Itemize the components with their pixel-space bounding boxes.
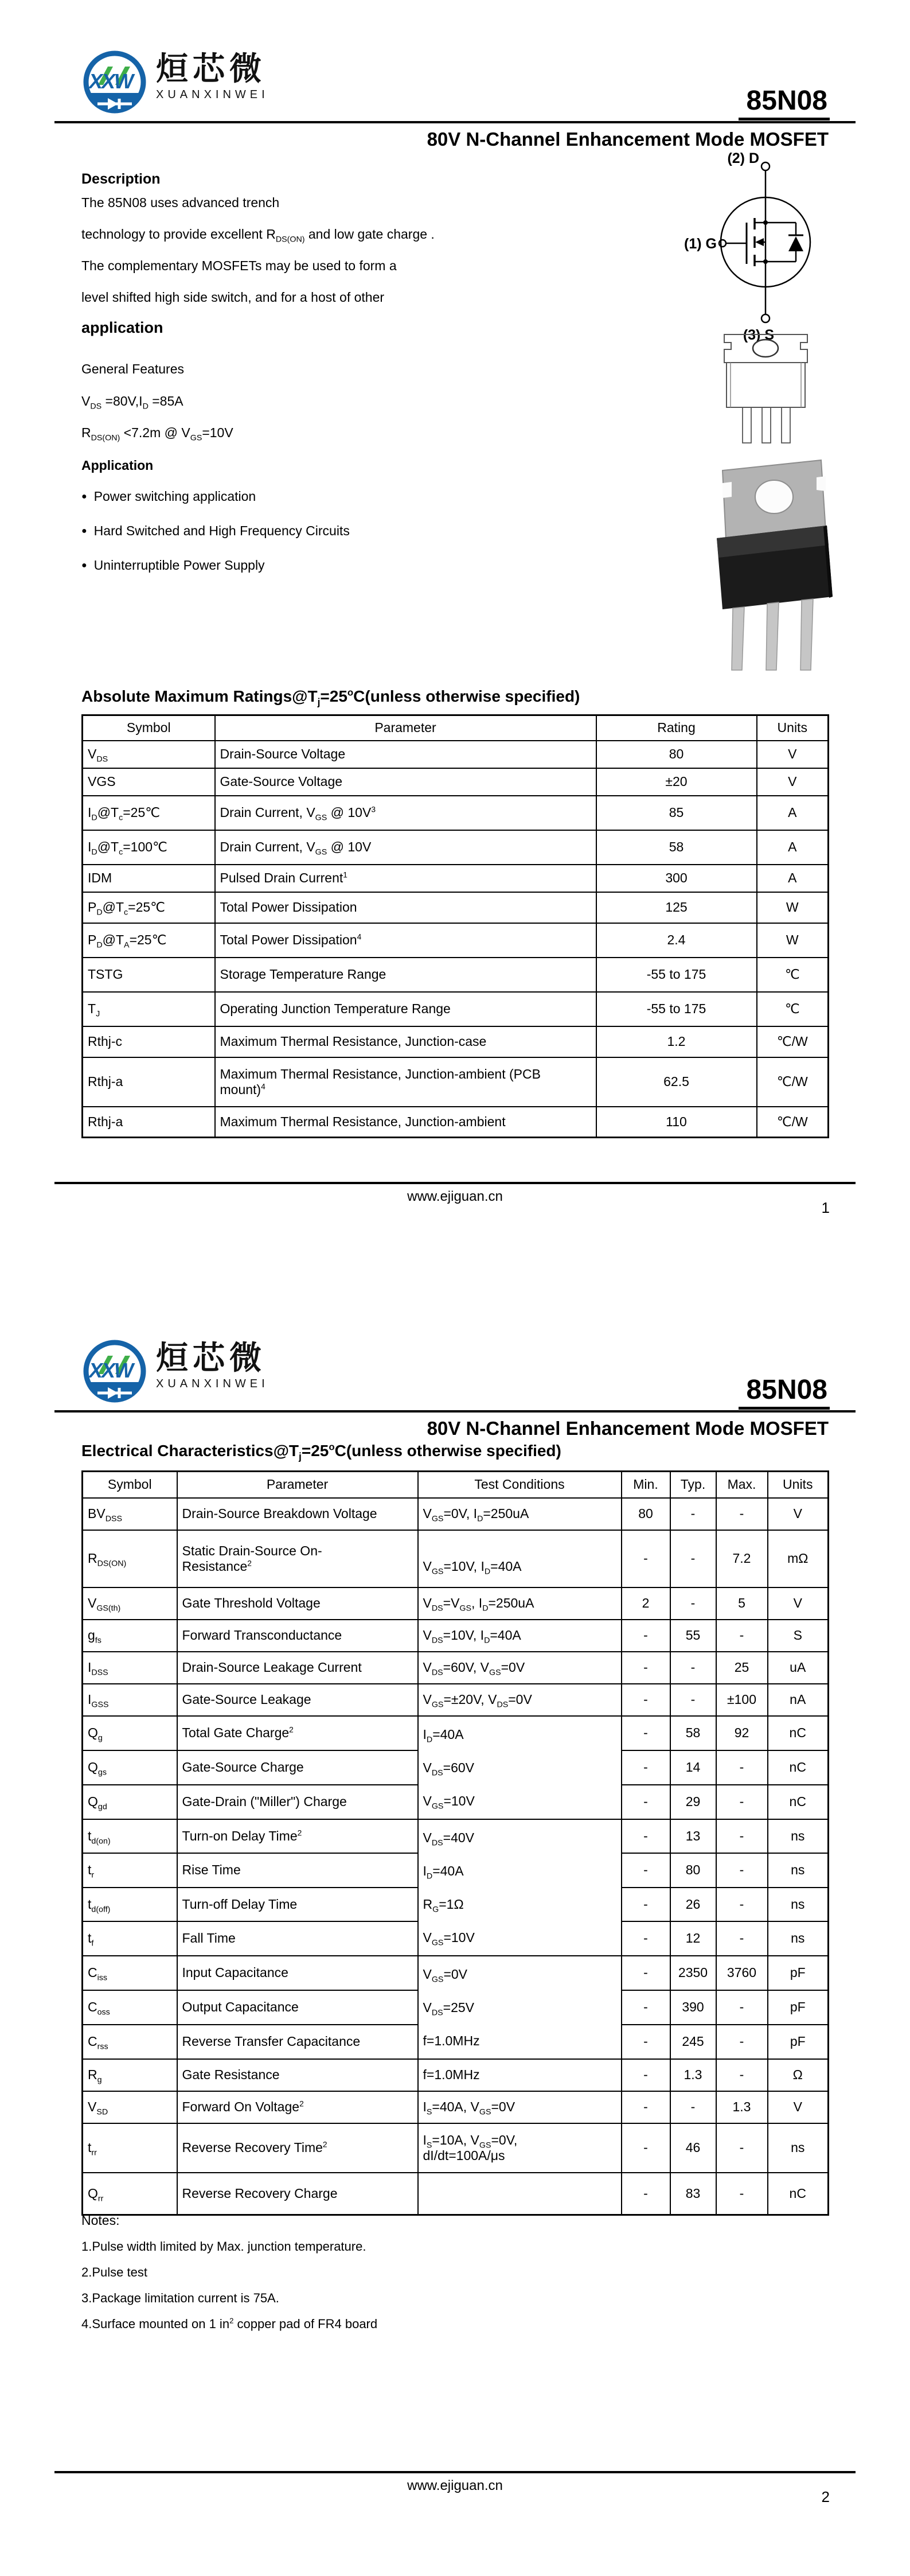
table-cell: Maximum Thermal Resistance, Junction-ambient (PCB mount)$^4$ xyxy=(215,1057,596,1107)
table-cell: Gate-Source Voltage xyxy=(215,768,596,796)
table-cell: nC xyxy=(768,2173,829,2215)
table-cell: 245 xyxy=(670,2025,716,2059)
column-header: Parameter xyxy=(177,1472,418,1498)
company-logo-icon xyxy=(81,49,149,118)
table-cell: - xyxy=(670,1530,716,1587)
table-row xyxy=(83,865,829,892)
abs-max-table xyxy=(81,714,829,1138)
table-cell: -55 to 175 xyxy=(596,992,757,1026)
table-cell: Drain Current, $V_{GS}$ @ $10V^3$ xyxy=(215,796,596,830)
table-row xyxy=(83,1620,829,1652)
table-cell: Gate-Source Leakage xyxy=(177,1684,418,1716)
table-cell: Reverse Recovery Time$^2$ xyxy=(177,2123,418,2173)
table-cell: V xyxy=(768,2091,829,2123)
table-cell: - xyxy=(622,2025,670,2059)
table-cell: - xyxy=(670,1498,716,1530)
datasheet-page-2 xyxy=(0,1288,910,2576)
application-heading: Application xyxy=(81,458,154,473)
table-cell: - xyxy=(622,1750,670,1785)
table-cell: A xyxy=(757,830,829,865)
table-row xyxy=(83,1587,829,1620)
table-cell: Rthj-a xyxy=(83,1107,215,1138)
table-cell: $V_{GS}=\pm 20V$, $V_{DS}=0V$ xyxy=(418,1684,622,1716)
table-cell: uA xyxy=(768,1652,829,1684)
table-cell: 26 xyxy=(670,1888,716,1922)
table-cell: mΩ xyxy=(768,1530,829,1587)
table-cell: V xyxy=(757,741,829,768)
table-cell: 58 xyxy=(596,830,757,865)
table-row xyxy=(83,892,829,923)
table-cell: $V_{SD}$ xyxy=(83,2091,177,2123)
table-cell: - xyxy=(716,1888,768,1922)
description-heading: Description xyxy=(81,171,161,187)
gate-pin-label: (1) G xyxy=(684,236,717,252)
table-cell: pF xyxy=(768,1990,829,2025)
abs-max-title: Absolute Maximum $Ratings@T_j=25^oC(unless$ otherwise specified) xyxy=(81,687,580,708)
table-cell: TSTG xyxy=(83,958,215,992)
table-cell: $I_S=10A$, $V_{GS}=0V$, dI/dt=100A/μs xyxy=(418,2123,622,2173)
table-cell: Static Drain-Source On- Resistance$^2$ xyxy=(177,1530,418,1587)
note-line: 3.Package limitation current is 75A. xyxy=(81,2291,279,2305)
table-cell: - xyxy=(670,2091,716,2123)
table-cell: 2350 xyxy=(670,1956,716,1990)
table-row xyxy=(83,768,829,796)
table-cell: Total Power Dissipation$^4$ xyxy=(215,923,596,958)
package-photo xyxy=(689,453,841,671)
company-logo xyxy=(81,49,269,118)
table-cell: Gate-Drain ("Miller") Charge xyxy=(177,1785,418,1819)
column-header: Symbol xyxy=(83,715,215,741)
table-cell: - xyxy=(622,1684,670,1716)
table-cell: - xyxy=(622,1921,670,1956)
table-cell: 62.5 xyxy=(596,1057,757,1107)
table-cell: VGS xyxy=(83,768,215,796)
table-cell: - xyxy=(622,1888,670,1922)
table-cell: 13 xyxy=(670,1819,716,1854)
company-name-en: XUANXINWEI xyxy=(156,88,269,101)
table-cell: - xyxy=(716,1620,768,1652)
package-outline-drawing xyxy=(713,331,819,449)
notes-heading: Notes: xyxy=(81,2213,120,2228)
company-name-en: XUANXINWEI xyxy=(156,1378,269,1390)
table-cell: - xyxy=(622,2091,670,2123)
table-cell: 125 xyxy=(596,892,757,923)
application-bullet: ● Power switching application xyxy=(81,489,256,504)
table-cell: $t_f$ xyxy=(83,1921,177,1956)
table-row xyxy=(83,2059,829,2091)
table-cell: 1.3 xyxy=(716,2091,768,2123)
table-cell: - xyxy=(716,1498,768,1530)
table-cell: Output Capacitance xyxy=(177,1990,418,2025)
table-cell: 80 xyxy=(670,1853,716,1888)
table-cell: ±100 xyxy=(716,1684,768,1716)
company-name-cn: 烜芯微 xyxy=(156,1340,266,1376)
table-cell: pF xyxy=(768,2025,829,2059)
table-cell: $R_g$ xyxy=(83,2059,177,2091)
table-cell: Drain Current, $V_{GS}$ @ 10V xyxy=(215,830,596,865)
table-cell: $I_S=40A$, $V_{GS}=0V$ xyxy=(418,2091,622,2123)
footer-rule xyxy=(54,1182,856,1184)
table-cell: 1.3 xyxy=(670,2059,716,2091)
header-rule xyxy=(54,121,856,123)
table-cell: Forward Transconductance xyxy=(177,1620,418,1652)
logo-monogram: XXW xyxy=(89,1359,133,1382)
table-cell: $I_D@T_c=25℃$ xyxy=(83,796,215,830)
description-line: The complementary MOSFETs may be used to form a xyxy=(81,258,397,273)
table-cell: - xyxy=(716,2059,768,2091)
table-cell: Gate Resistance xyxy=(177,2059,418,2091)
table-row xyxy=(83,1026,829,1057)
company-logo-icon xyxy=(81,1338,149,1407)
table-cell: $P_D@T_A=25℃$ xyxy=(83,923,215,958)
description-paragraph xyxy=(81,187,435,313)
table-row xyxy=(83,1819,829,1854)
table-cell: $C_{rss}$ xyxy=(83,2025,177,2059)
description-line: The 85N08 uses advanced trench xyxy=(81,195,280,210)
table-cell: $T_J$ xyxy=(83,992,215,1026)
table-cell: Total Gate Charge$^2$ xyxy=(177,1716,418,1750)
table-row xyxy=(83,1716,829,1750)
table-cell: $V_{GS}=10V$, $I_D=40A$ xyxy=(418,1530,622,1587)
page-number: 2 xyxy=(821,2488,830,2505)
table-cell: $I_{DSS}$ xyxy=(83,1652,177,1684)
table-cell: - xyxy=(622,1785,670,1819)
feature-line: $R_{DS(ON)} <7.2m$ @ $V_{GS}=10V$ xyxy=(81,425,233,443)
table-cell: Rise Time xyxy=(177,1853,418,1888)
application-bullet: ● Uninterruptible Power Supply xyxy=(81,558,265,573)
table-row xyxy=(83,796,829,830)
table-cell: 29 xyxy=(670,1785,716,1819)
application-heading-lower: application xyxy=(81,319,163,336)
table-cell: $V_{DS}=60V$, $V_{GS}=0V$ xyxy=(418,1652,622,1684)
table-cell: W xyxy=(757,892,829,923)
table-cell: 5 xyxy=(716,1587,768,1620)
table-cell: Total Power Dissipation xyxy=(215,892,596,923)
table-row xyxy=(83,741,829,768)
table-cell: $P_D@T_c=25℃$ xyxy=(83,892,215,923)
table-row xyxy=(83,1107,829,1138)
table-cell: $t_{d(on)}$ xyxy=(83,1819,177,1854)
table-cell: - xyxy=(622,2059,670,2091)
company-logo xyxy=(81,1338,269,1407)
table-cell: A xyxy=(757,796,829,830)
table-cell: Rthj-a xyxy=(83,1057,215,1107)
table-row xyxy=(83,1652,829,1684)
page-number: 1 xyxy=(821,1199,830,1216)
table-cell: ℃ xyxy=(757,992,829,1026)
table-cell: S xyxy=(768,1620,829,1652)
table-cell: ns xyxy=(768,1921,829,1956)
footer-rule xyxy=(54,2471,856,2473)
document-subtitle: 80V N-Channel Enhancement Mode MOSFET xyxy=(427,129,829,150)
table-cell: $V_{DS}=V_{GS}$, $I_D=250uA$ xyxy=(418,1587,622,1620)
column-header: Rating xyxy=(596,715,757,741)
table-cell: f=1.0MHz xyxy=(418,2059,622,2091)
table-cell: ns xyxy=(768,1853,829,1888)
table-cell: - xyxy=(670,1684,716,1716)
table-cell: - xyxy=(716,2123,768,2173)
table-cell: pF xyxy=(768,1956,829,1990)
table-row xyxy=(83,992,829,1026)
table-cell: $V_{GS}=0V$, $I_D=250uA$ xyxy=(418,1498,622,1530)
table-cell: $I_D@T_c=100℃$ xyxy=(83,830,215,865)
table-cell: - xyxy=(716,2025,768,2059)
table-cell: 80 xyxy=(622,1498,670,1530)
table-cell: Gate-Source Charge xyxy=(177,1750,418,1785)
table-cell: - xyxy=(622,1652,670,1684)
table-cell: A xyxy=(757,865,829,892)
table-cell: 3760 xyxy=(716,1956,768,1990)
column-header: Symbol xyxy=(83,1472,177,1498)
footer-website: www.ejiguan.cn xyxy=(407,2478,503,2493)
table-cell: 12 xyxy=(670,1921,716,1956)
table-cell: nC xyxy=(768,1750,829,1785)
note-line: 4.Surface mounted on 1 $in^2$ copper pad of FR4 board xyxy=(81,2316,378,2331)
source-pin-label: (3) S xyxy=(743,327,774,343)
table-cell: 58 xyxy=(670,1716,716,1750)
table-cell: Storage Temperature Range xyxy=(215,958,596,992)
table-cell: - xyxy=(622,1530,670,1587)
table-row xyxy=(83,2091,829,2123)
table-row xyxy=(83,1956,829,1990)
table-cell: ℃/W xyxy=(757,1057,829,1107)
table-cell: $R_{DS(ON)}$ xyxy=(83,1530,177,1587)
table-cell: ℃/W xyxy=(757,1026,829,1057)
table-cell: - xyxy=(716,1750,768,1785)
table-cell: ±20 xyxy=(596,768,757,796)
table-cell: $V_{GS}=0V$ $V_{DS}=25V$ f=1.0MHz xyxy=(418,1956,622,2059)
table-cell: $Q_{gs}$ xyxy=(83,1750,177,1785)
table-cell: $V_{DS}=10V$, $I_D=40A$ xyxy=(418,1620,622,1652)
table-cell: $I_{GSS}$ xyxy=(83,1684,177,1716)
table-cell: - xyxy=(622,2173,670,2215)
table-cell: 110 xyxy=(596,1107,757,1138)
table-cell: Drain-Source Leakage Current xyxy=(177,1652,418,1684)
table-cell: $Q_g$ xyxy=(83,1716,177,1750)
table-cell: nC xyxy=(768,1785,829,1819)
table-cell: $t_{d(off)}$ xyxy=(83,1888,177,1922)
table-cell: ns xyxy=(768,2123,829,2173)
table-cell: $C_{oss}$ xyxy=(83,1990,177,2025)
table-cell: V xyxy=(757,768,829,796)
table-cell: $BV_{DSS}$ xyxy=(83,1498,177,1530)
table-cell: $V_{GS(th)}$ xyxy=(83,1587,177,1620)
table-cell: Drain-Source Breakdown Voltage xyxy=(177,1498,418,1530)
table-cell: - xyxy=(622,1819,670,1854)
table-cell: 300 xyxy=(596,865,757,892)
table-cell: ℃ xyxy=(757,958,829,992)
table-row xyxy=(83,923,829,958)
table-cell: 390 xyxy=(670,1990,716,2025)
table-cell: Turn-on Delay Time$^2$ xyxy=(177,1819,418,1854)
table-cell: $Q_{rr}$ xyxy=(83,2173,177,2215)
table-cell: Turn-off Delay Time xyxy=(177,1888,418,1922)
table-cell: 85 xyxy=(596,796,757,830)
table-cell: Input Capacitance xyxy=(177,1956,418,1990)
table-cell: Ω xyxy=(768,2059,829,2091)
column-header: Typ. xyxy=(670,1472,716,1498)
table-cell: $V_{DS}$ xyxy=(83,741,215,768)
table-cell: 1.2 xyxy=(596,1026,757,1057)
column-header: Units xyxy=(768,1472,829,1498)
part-number: 85N08 xyxy=(739,1374,830,1410)
table-cell: - xyxy=(716,1785,768,1819)
table-cell: 83 xyxy=(670,2173,716,2215)
column-header: Test Conditions xyxy=(418,1472,622,1498)
feature-line: $V_{DS} =80V,I_D =85A$ xyxy=(81,394,183,411)
description-line: level shifted high side switch, and for a host of other xyxy=(81,290,385,305)
table-row xyxy=(83,1530,829,1587)
table-cell: - xyxy=(622,1853,670,1888)
document-subtitle: 80V N-Channel Enhancement Mode MOSFET xyxy=(427,1418,829,1439)
table-cell: - xyxy=(622,1990,670,2025)
table-cell: IDM xyxy=(83,865,215,892)
mosfet-symbol-diagram xyxy=(659,145,854,344)
table-row xyxy=(83,958,829,992)
table-cell: Gate Threshold Voltage xyxy=(177,1587,418,1620)
table-cell: - xyxy=(716,1990,768,2025)
elec-char-title: Electrical $Characteristics@T_j=25^oC(unless$ otherwise specified) xyxy=(81,1441,561,1462)
elec-char-table xyxy=(81,1470,829,2216)
table-row xyxy=(83,1498,829,1530)
table-cell: $t_r$ xyxy=(83,1853,177,1888)
table-cell: 2.4 xyxy=(596,923,757,958)
column-header: Min. xyxy=(622,1472,670,1498)
table-cell: -55 to 175 xyxy=(596,958,757,992)
table-cell: 80 xyxy=(596,741,757,768)
table-cell: ℃/W xyxy=(757,1107,829,1138)
header-row xyxy=(83,715,829,741)
table-cell: $g_{fs}$ xyxy=(83,1620,177,1652)
table-cell: Drain-Source Voltage xyxy=(215,741,596,768)
column-header: Max. xyxy=(716,1472,768,1498)
column-header: Units xyxy=(757,715,829,741)
table-cell: - xyxy=(716,1819,768,1854)
table-row xyxy=(83,2123,829,2173)
table-cell: Reverse Recovery Charge xyxy=(177,2173,418,2215)
table-row xyxy=(83,830,829,865)
header-row xyxy=(83,1472,829,1498)
logo-monogram: XXW xyxy=(89,69,133,93)
table-cell: Maximum Thermal Resistance, Junction-case xyxy=(215,1026,596,1057)
table-cell: - xyxy=(716,2173,768,2215)
table-cell: $Q_{gd}$ xyxy=(83,1785,177,1819)
description-line: technology to provide excellent $R_{DS(ON)}$ and low gate charge . xyxy=(81,227,435,244)
table-cell: 2 xyxy=(622,1587,670,1620)
table-cell: Operating Junction Temperature Range xyxy=(215,992,596,1026)
table-cell: Reverse Transfer Capacitance xyxy=(177,2025,418,2059)
table-row xyxy=(83,1684,829,1716)
table-cell: V xyxy=(768,1498,829,1530)
table-cell: - xyxy=(716,1921,768,1956)
table-cell: V xyxy=(768,1587,829,1620)
footer-website: www.ejiguan.cn xyxy=(407,1189,503,1204)
table-cell: W xyxy=(757,923,829,958)
table-cell: Fall Time xyxy=(177,1921,418,1956)
table-cell: - xyxy=(716,1853,768,1888)
table-cell: Maximum Thermal Resistance, Junction-ambient xyxy=(215,1107,596,1138)
table-cell: ns xyxy=(768,1888,829,1922)
header-rule xyxy=(54,1410,856,1412)
table-cell: Forward On Voltage$^2$ xyxy=(177,2091,418,2123)
table-cell: nC xyxy=(768,1716,829,1750)
table-cell: Rthj-c xyxy=(83,1026,215,1057)
table-cell: - xyxy=(670,1587,716,1620)
table-cell: 46 xyxy=(670,2123,716,2173)
table-cell: - xyxy=(622,1620,670,1652)
notes-list xyxy=(81,2233,377,2337)
table-cell: $V_{DS}=40V$ $I_D=40A$ $R_G=1\Omega$ $V_{GS}=10V$ xyxy=(418,1819,622,1956)
general-features-heading: General Features xyxy=(81,361,184,376)
table-cell: - xyxy=(670,1652,716,1684)
application-bullet: ● Hard Switched and High Frequency Circuits xyxy=(81,523,350,539)
table-cell: - xyxy=(622,2123,670,2173)
table-cell: 7.2 xyxy=(716,1530,768,1587)
table-cell: $C_{iss}$ xyxy=(83,1956,177,1990)
table-cell: ns xyxy=(768,1819,829,1854)
table-row xyxy=(83,2173,829,2215)
table-cell: - xyxy=(622,1716,670,1750)
part-number: 85N08 xyxy=(739,85,830,120)
table-cell: 25 xyxy=(716,1652,768,1684)
drain-pin-label: (2) D xyxy=(727,150,759,166)
table-cell: 55 xyxy=(670,1620,716,1652)
table-cell: - xyxy=(622,1956,670,1990)
table-cell: $I_D=40A$ $V_{DS}=60V$ $V_{GS}=10V$ xyxy=(418,1716,622,1819)
company-name-cn: 烜芯微 xyxy=(156,50,266,87)
note-line: 2.Pulse test xyxy=(81,2265,147,2279)
table-cell: $t_{rr}$ xyxy=(83,2123,177,2173)
table-cell: 92 xyxy=(716,1716,768,1750)
table-cell xyxy=(418,2173,622,2215)
table-row xyxy=(83,1057,829,1107)
note-line: 1.Pulse width limited by Max. junction temperature. xyxy=(81,2239,366,2254)
table-cell: 14 xyxy=(670,1750,716,1785)
column-header: Parameter xyxy=(215,715,596,741)
table-cell: nA xyxy=(768,1684,829,1716)
table-cell: Pulsed Drain Current$^1$ xyxy=(215,865,596,892)
